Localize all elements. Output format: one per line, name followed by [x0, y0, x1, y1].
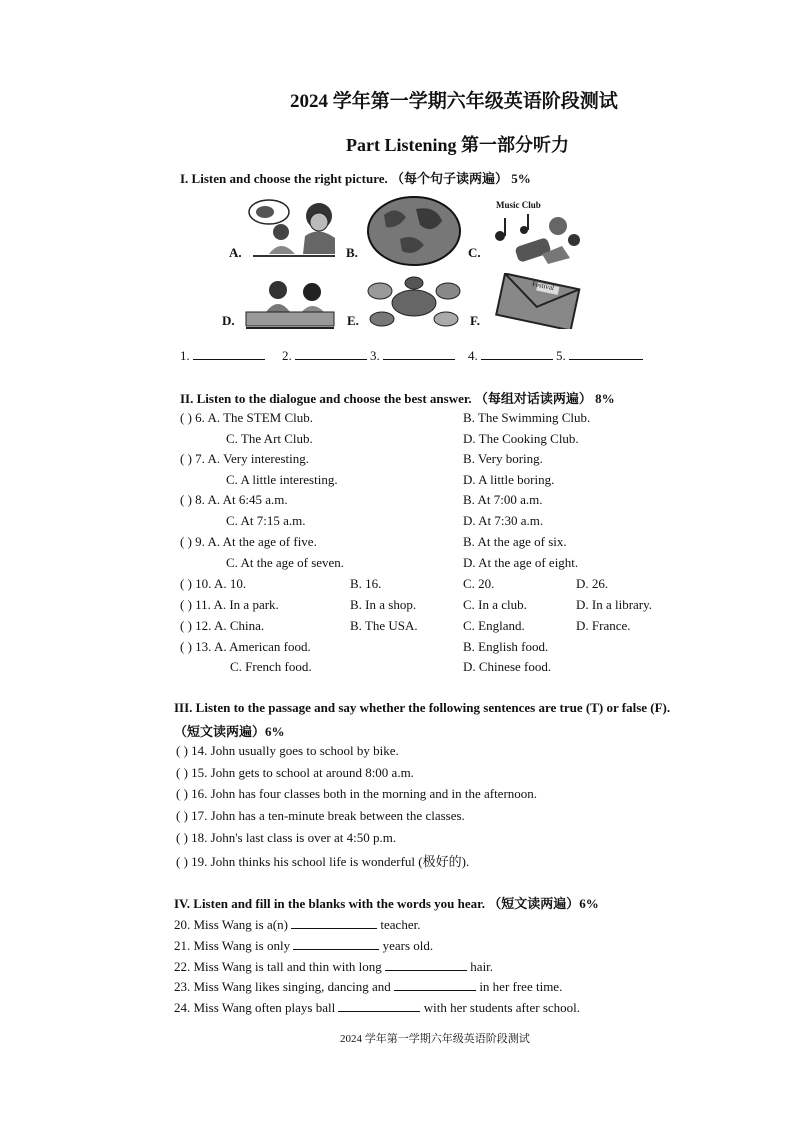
question-10-a[interactable]: ( ) 10. A. 10. [180, 576, 247, 591]
question-6-c[interactable]: C. The Art Club. [226, 431, 313, 446]
question-6-d[interactable]: D. The Cooking Club. [463, 431, 579, 446]
answer-1[interactable] [180, 346, 265, 364]
question-6-b[interactable]: B. The Swimming Club. [463, 410, 591, 425]
answer-4[interactable] [468, 346, 553, 364]
answer-5-number: 5. [556, 348, 566, 363]
section-4-heading: IV. Listen and fill in the blanks with the words you hear. （短文读两遍）6% [174, 896, 599, 911]
question-11-c[interactable]: C. In a club. [463, 597, 527, 612]
answer-1-blank[interactable] [193, 346, 265, 360]
answer-1-number: 1. [180, 348, 190, 363]
fill-21-blank[interactable] [293, 936, 379, 950]
question-12-b[interactable]: B. The USA. [350, 618, 418, 633]
picture-b-label: B. [346, 245, 358, 260]
fill-24-prompt: 24. Miss Wang often plays ball [174, 1000, 336, 1015]
fill-20-prompt: 20. Miss Wang is a(n) [174, 917, 288, 932]
answer-5-blank[interactable] [569, 346, 643, 360]
question-11-d[interactable]: D. In a library. [576, 597, 653, 612]
question-12-a[interactable]: ( ) 12. A. China. [180, 618, 265, 633]
food-dishes-icon [364, 275, 464, 331]
fill-22-suffix: hair. [470, 959, 494, 974]
fill-21-suffix: years old. [382, 938, 434, 953]
question-8-b[interactable]: B. At 7:00 a.m. [463, 492, 543, 507]
question-10-d[interactable]: D. 26. [576, 576, 609, 591]
question-11-a[interactable]: ( ) 11. A. In a park. [180, 597, 279, 612]
music-club-icon [486, 210, 586, 266]
answer-2[interactable] [282, 346, 367, 364]
fill-23-suffix: in her free time. [479, 979, 563, 994]
picture-a-label: A. [229, 245, 242, 260]
answer-3-number: 3. [370, 348, 380, 363]
fill-22-blank[interactable] [385, 957, 467, 971]
fill-24[interactable] [174, 998, 580, 1016]
page-subtitle: Part Listening 第一部分听力 [346, 135, 569, 155]
envelope-caption: Festival [531, 279, 555, 293]
fill-21-prompt: 21. Miss Wang is only [174, 938, 291, 953]
picture-c-label: C. [468, 245, 481, 260]
question-10-b[interactable]: B. 16. [350, 576, 382, 591]
fill-20-suffix: teacher. [380, 917, 421, 932]
question-13-c[interactable]: C. French food. [230, 659, 312, 674]
answer-2-blank[interactable] [295, 346, 367, 360]
answer-4-number: 4. [468, 348, 478, 363]
globe-icon [366, 195, 462, 267]
statement-15[interactable]: ( ) 15. John gets to school at around 8:00 a.m. [176, 765, 414, 780]
statement-18[interactable]: ( ) 18. John's last class is over at 4:50 p.m. [176, 830, 397, 845]
question-9-b[interactable]: B. At the age of six. [463, 534, 567, 549]
fill-23-prompt: 23. Miss Wang likes singing, dancing and [174, 979, 391, 994]
question-8-c[interactable]: C. At 7:15 a.m. [226, 513, 306, 528]
children-at-desk-icon [238, 278, 338, 330]
statement-16[interactable]: ( ) 16. John has four classes both in the morning and in the afternoon. [176, 786, 538, 801]
question-7-d[interactable]: D. A little boring. [463, 472, 555, 487]
music-club-caption: Music Club [496, 200, 541, 210]
fill-23[interactable] [174, 977, 562, 995]
answer-5[interactable] [556, 346, 643, 364]
question-13-b[interactable]: B. English food. [463, 639, 549, 654]
page-title: 2024 学年第一学期六年级英语阶段测试 [290, 91, 618, 112]
question-12-d[interactable]: D. France. [576, 618, 631, 633]
section-1-heading: I. Listen and choose the right picture. （每个句子读两遍） 5% [180, 171, 531, 186]
question-11-b[interactable]: B. In a shop. [350, 597, 417, 612]
fill-24-suffix: with her students after school. [423, 1000, 581, 1015]
statement-19[interactable]: ( ) 19. John thinks his school life is wonderful (极好的). [176, 854, 470, 869]
page-footer: 2024 学年第一学期六年级英语阶段测试 [340, 1033, 530, 1045]
fill-23-blank[interactable] [394, 977, 476, 991]
question-6-a[interactable]: ( ) 6. A. The STEM Club. [180, 410, 314, 425]
answer-2-number: 2. [282, 348, 292, 363]
answer-3-blank[interactable] [383, 346, 455, 360]
section-3-subheading: （短文读两遍）6% [174, 724, 285, 739]
picture-e-label: E. [347, 313, 359, 328]
question-12-c[interactable]: C. England. [463, 618, 525, 633]
picture-d-label: D. [222, 313, 235, 328]
statement-14[interactable]: ( ) 14. John usually goes to school by bike. [176, 743, 399, 758]
statement-17[interactable]: ( ) 17. John has a ten-minute break between the classes. [176, 808, 465, 823]
question-9-d[interactable]: D. At the age of eight. [463, 555, 579, 570]
question-8-a[interactable]: ( ) 8. A. At 6:45 a.m. [180, 492, 288, 507]
question-7-b[interactable]: B. Very boring. [463, 451, 543, 466]
fill-24-blank[interactable] [338, 998, 420, 1012]
question-13-d[interactable]: D. Chinese food. [463, 659, 552, 674]
fill-22-prompt: 22. Miss Wang is tall and thin with long [174, 959, 382, 974]
question-10-c[interactable]: C. 20. [463, 576, 495, 591]
fill-22[interactable] [174, 957, 493, 975]
section-2-heading: II. Listen to the dialogue and choose the best answer. （每组对话读两遍） 8% [180, 391, 615, 406]
question-7-c[interactable]: C. A little interesting. [226, 472, 338, 487]
section-3-heading: III. Listen to the passage and say whether the following sentences are true (T) or false (F). [174, 700, 671, 715]
fill-21[interactable] [174, 936, 433, 954]
question-7-a[interactable]: ( ) 7. A. Very interesting. [180, 451, 310, 466]
question-13-a[interactable]: ( ) 13. A. American food. [180, 639, 311, 654]
question-9-a[interactable]: ( ) 9. A. At the age of five. [180, 534, 317, 549]
question-9-c[interactable]: C. At the age of seven. [226, 555, 345, 570]
answer-4-blank[interactable] [481, 346, 553, 360]
fill-20[interactable] [174, 915, 420, 933]
answer-3[interactable] [370, 346, 455, 364]
fill-20-blank[interactable] [291, 915, 377, 929]
question-8-d[interactable]: D. At 7:30 a.m. [463, 513, 544, 528]
picture-f-label: F. [470, 313, 480, 328]
students-thinking-icon [245, 198, 340, 260]
